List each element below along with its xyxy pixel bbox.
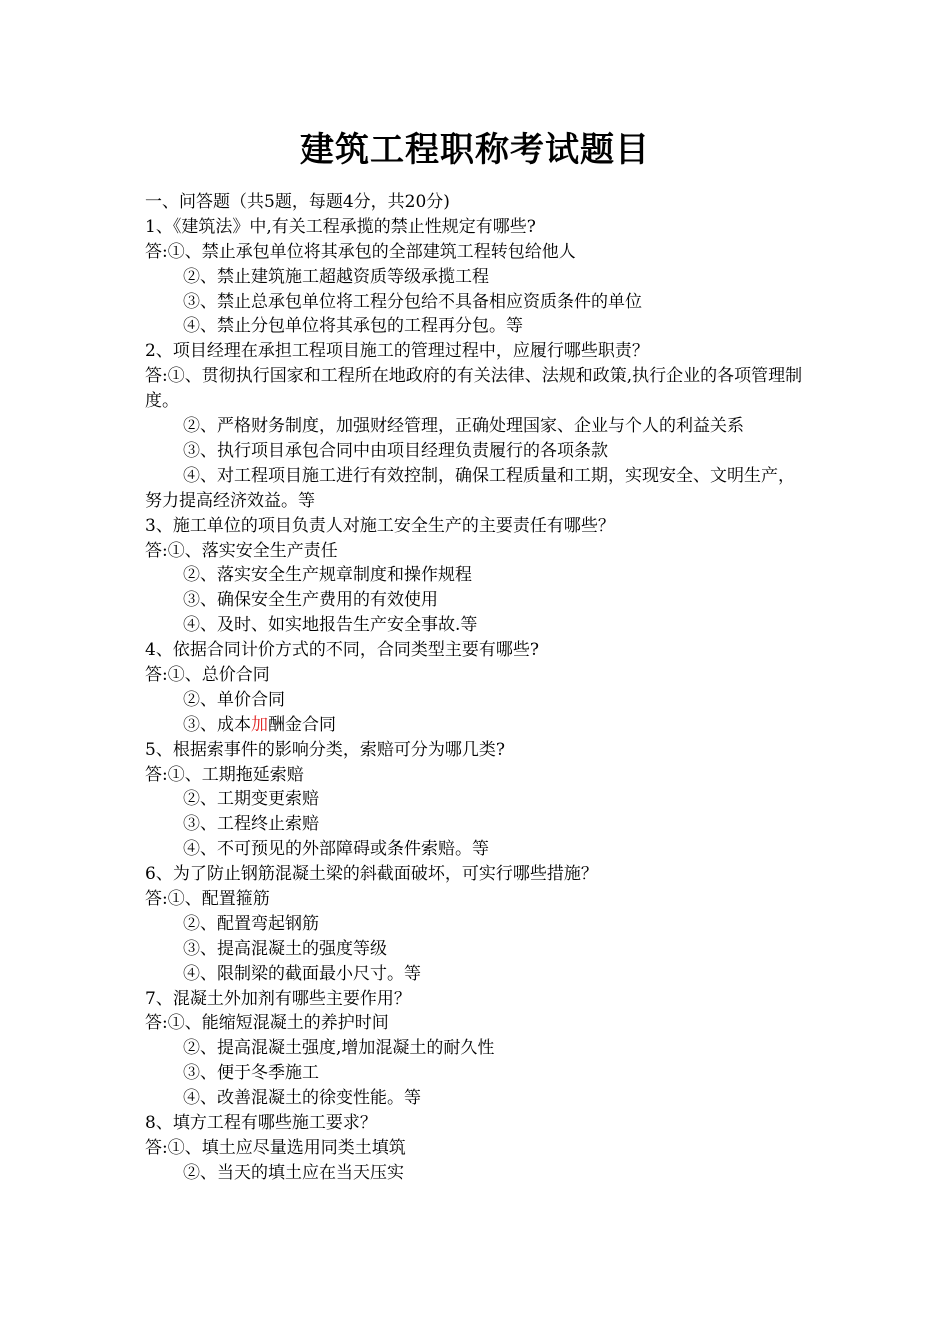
question-1: 1、《建筑法》中,有关工程承揽的禁止性规定有哪些? <box>145 216 536 237</box>
answer-line: ③、执行项目承包合同中由项目经理负责履行的各项条款 <box>183 440 608 461</box>
answer-line: ④、禁止分包单位将其承包的工程再分包。等 <box>183 316 523 337</box>
answer-line: 答:①、工期拖延索赔 <box>145 764 304 785</box>
highlighted-char: 加 <box>251 714 268 735</box>
question-8: 8、填方工程有哪些施工要求？ <box>145 1113 377 1134</box>
answer-line: 答:①、贯彻执行国家和工程所在地政府的有关法律、法规和政策,执行企业的各项管理制度。 <box>145 366 803 412</box>
answer-line: ②、提高混凝土强度,增加混凝土的耐久性 <box>183 1038 495 1059</box>
answer-line: 答:①、禁止承包单位将其承包的全部建筑工程转包给他人 <box>145 241 576 262</box>
answer-line: 答:①、能缩短混凝土的养护时间 <box>145 1013 389 1034</box>
answer-line: 答:①、填土应尽量选用同类土填筑 <box>145 1137 406 1158</box>
answer-line: ②、工期变更索赔 <box>183 789 319 810</box>
question-7: 7、混凝土外加剂有哪些主要作用？ <box>145 988 411 1009</box>
answer-line: ③、确保安全生产费用的有效使用 <box>183 590 438 611</box>
answer-line: ④、限制梁的截面最小尺寸。等 <box>183 963 421 984</box>
question-5: 5、根据索事件的影响分类，索赔可分为哪几类? <box>145 739 505 760</box>
question-4: 4、依据合同计价方式的不同，合同类型主要有哪些? <box>145 640 539 661</box>
answer-line <box>145 713 810 738</box>
answer-line: ②、严格财务制度，加强财经管理，正确处理国家、企业与个人的利益关系 <box>183 416 744 437</box>
answer-line: ②、当天的填土应在当天压实 <box>183 1162 404 1183</box>
answer-line: ③、提高混凝土的强度等级 <box>183 938 387 959</box>
answer-line: ②、落实安全生产规章制度和操作规程 <box>183 565 472 586</box>
page-title: 建筑工程职称考试题目 <box>300 130 650 170</box>
document-body <box>145 190 810 1186</box>
answer-text: 酬金合同 <box>268 714 336 735</box>
answer-line: ④、不可预见的外部障碍或条件索赔。等 <box>183 839 489 860</box>
question-2: 2、项目经理在承担工程项目施工的管理过程中，应履行哪些职责？ <box>145 341 649 362</box>
answer-line: ③、工程终止索赔 <box>183 814 319 835</box>
answer-line: 答:①、配置箍筋 <box>145 889 270 910</box>
question-6: 6、为了防止钢筋混凝土梁的斜截面破坏，可实行哪些措施？ <box>145 864 598 885</box>
answer-line: 答:①、总价合同 <box>145 665 270 685</box>
answer-line: ③、禁止总承包单位将工程分包给不具备相应资质条件的单位 <box>183 291 642 312</box>
answer-line: ②、禁止建筑施工超越资质等级承揽工程 <box>183 266 489 287</box>
answer-line: ④、改善混凝土的徐变性能。等 <box>183 1088 421 1109</box>
answer-line: ②、配置弯起钢筋 <box>183 913 319 934</box>
answer-line: 答:①、落实安全生产责任 <box>145 540 338 561</box>
answer-line: ③、便于冬季施工 <box>183 1063 319 1084</box>
answer-line: ②、单价合同 <box>183 689 285 710</box>
question-3: 3、施工单位的项目负责人对施工安全生产的主要责任有哪些？ <box>145 515 615 536</box>
answer-text: ③、成本 <box>183 714 251 735</box>
answer-line: ④、对工程项目施工进行有效控制，确保工程质量和工期，实现安全、文明生产，努力提高经济效益。等 <box>145 465 795 511</box>
section-heading: 一、问答题（共5题，每题4分，共20分) <box>145 192 450 212</box>
answer-line: ④、及时、如实地报告生产安全事故.等 <box>183 615 478 636</box>
